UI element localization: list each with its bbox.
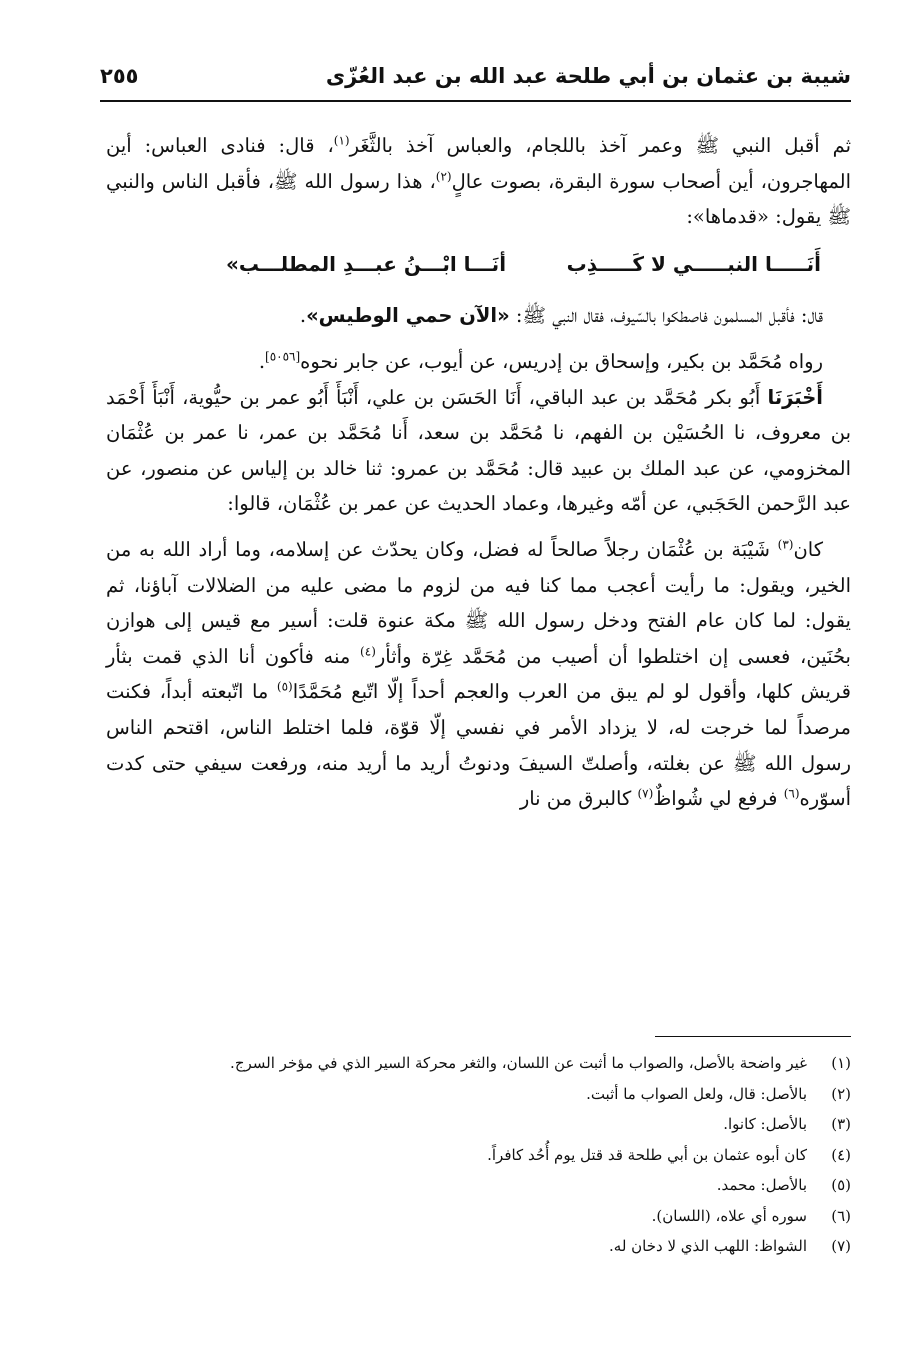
footnote-text: سوره أي علاه، (اللسان). [651,1206,807,1225]
footnote-ref-2[interactable]: (٢) [435,169,452,184]
paragraph-1: ثم أقبل النبي ﷺ وعمر آخذ باللجام، والعباس آخذ بالثَّغَر$^{(١)}$، قال: فنادى العباس: أين المهاجرون، أين أصحاب سورة البقرة، بصوت عالٍ$^{(٢)}$، هذا رسول الله ﷺ، فأقبل الناس والنبي ﷺ يقول: «قدماها»: [106,133,852,229]
footnote [106,1170,851,1201]
footnote-text: كان أبوه عثمان بن أبي طلحة قد قتل يوم أُحُد كافراً. [487,1145,807,1164]
paragraph-2: قال: فأقبل المسلمون فاصطكوا بالسّيوف، فقال النبي ﷺ: «الآن حمي الوطيس». [299,304,823,328]
paragraph-4: أَخْبَرَنَا أَبُو بكر مُحَمَّد بن عبد الباقي، أَنَا الحَسَن بن علي، أَنْبَأَ أَبُو عمر بن حيُّوية، أَنْبَأَ أَحْمَد بن معروف، نا الحُسَيْن بن الفهم، نا مُحَمَّد بن سعد، أَنا مُحَمَّد بن عمر، نا عمر بن عُثْمَان المخزومي، عن عبد الملك بن عبيد قال: مُحَمَّد بن عمرو: ثنا خالد بن إلياس عن منصور، عن عبد الرَّحمن الحَجَبي، عن أمّه وغيرها، وعماد الحديث عن عمر بن عُثْمَان، قالوا: [106,385,851,516]
source-number: [٥٠٥٦] [265,349,301,364]
footnote-text: الشواظ: اللهب الذي لا دخان له. [609,1237,807,1255]
running-header [100,58,851,98]
narration-lead-word: أَخْبَرَنَا [767,385,823,409]
main-text [106,128,851,817]
footnote-ref-5[interactable]: (٥) [276,679,293,694]
footnote-number: (٥) [831,1176,851,1194]
footnote-number: (٢) [831,1084,851,1103]
page-number: ٢٥٥ [100,64,139,88]
header-divider [100,100,851,102]
footnote-ref-6[interactable]: (٦) [783,786,800,801]
paragraph-5: كان$^{(٣)}$ شَيْبَة بن عُثْمَان رجلاً صالحاً له فضل، وكان يحدّث عن إسلامه، وما أراد الله به من الخير، ويقول: ما رأيت أعجب مما كنا فيه من لزوم ما مضى عليه من الضلالات آباؤنا، ثم يقول: لما كان عام الفتح ودخل رسول الله ﷺ مكة عنوة قلت: أسير مع قيس إلى هوازن بحُنَين، فعسى إن اختلطوا أن أصيب من مُحَمَّد غِرّة وأثأر$^{(٤)}$ منه فأكون أنا الذي قمت بثأر قريش كلها، وأقول لو لم يبق من العرب والعجم أحداً إلّا اتّبع مُحَمَّدًا$^{(٥)}$ ما اتّبعته أبداً، فكنت مرصداً لما خرجت له، لا يزداد الأمر في نفسي إلّا قوّة، فلما اختلط الناس، اقتحم الناس رسول الله ﷺ عن بغلته، وأصلتّ السيفَ ودنوتُ أريد ما أريد منه، ورفعت سيفي حتى كدت أسوّره$^{(٦)}$ فرفع لي شُواظٌ$^{(٧)}$ كالبرق من نار [106,537,851,811]
footnote-number: (٧) [831,1237,851,1255]
footnote-number: (٦) [831,1206,851,1225]
footnote-ref-4[interactable]: (٤) [360,644,376,659]
footnote-text: بالأصل: قال، ولعل الصواب ما أثبت. [586,1084,807,1103]
footnote [106,1079,851,1110]
verse-second-hemistich: أنَـــا ابْـــنُ عبـــدِ المطلـــب» [226,251,507,276]
footnote [106,1201,851,1232]
footnotes [106,1048,851,1262]
verse-first-hemistich: أَنَـــــا النبـــــي لا كَـــــذِب [566,251,821,276]
footnote [106,1140,851,1171]
footnote-divider [655,1036,851,1037]
footnote [106,1109,851,1140]
paragraph-3: رواه مُحَمَّد بن بكير، وإسحاق بن إدريس، عن أيوب، عن جابر نحوه[٥٠٥٦]. [258,349,823,373]
footnote-number: (٤) [831,1145,851,1164]
footnote-text: بالأصل: كانوا. [723,1115,807,1133]
prophet-quote: «الآن حمي الوطيس» [306,304,510,328]
poem-verse [226,247,821,283]
running-title: شيبة بن عثمان بن أبي طلحة عبد الله بن عبد العُزّى [325,64,851,88]
footnote-text: غير واضحة بالأصل، والصواب ما أثبت عن اللسان، والثغر محركة السير الذي في مؤخر السرج. [230,1054,807,1072]
footnote-ref-7[interactable]: (٧) [637,786,654,801]
footnote-text: بالأصل: محمد. [716,1176,807,1194]
footnote-number: (٣) [831,1115,851,1133]
footnote-ref-1[interactable]: (١) [333,133,350,148]
footnote-number: (١) [831,1054,851,1072]
footnote-ref-3[interactable]: (٣) [777,537,794,552]
footnote [106,1048,851,1079]
footnote [106,1231,851,1262]
